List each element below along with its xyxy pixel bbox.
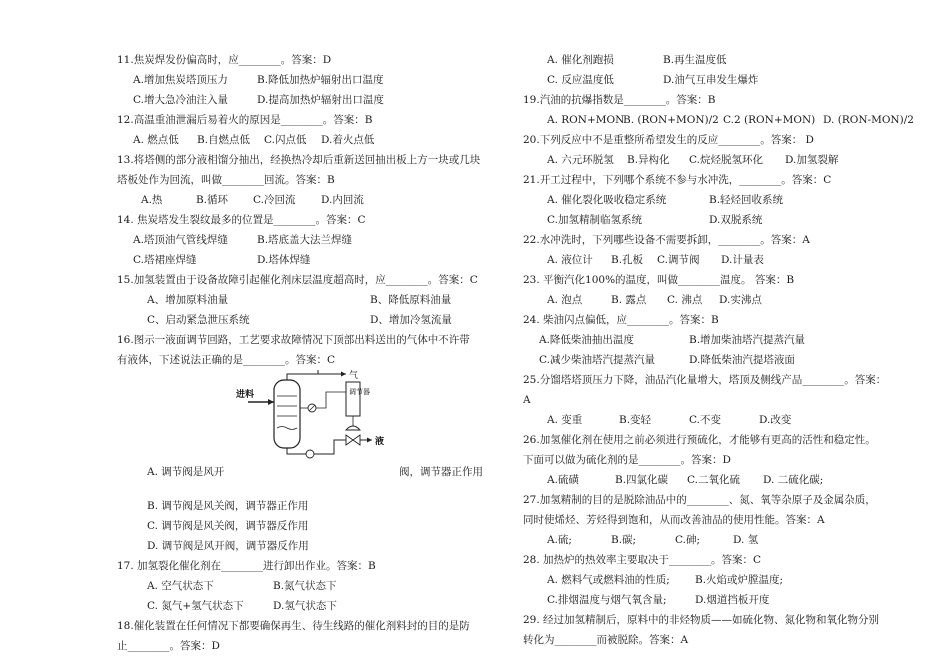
q14-options-row1 — [117, 230, 507, 250]
q21-option-b: B.轻烃回收系统 — [709, 194, 784, 206]
q28-option-d: D.烟道挡板开度 — [695, 594, 770, 606]
q20-option-a: A. 六元环脱氢 — [547, 154, 614, 166]
q22-option-c: C.调节阀 — [657, 254, 700, 266]
q23-options — [523, 290, 923, 310]
q15-option-b: B、降低原料油量 — [370, 294, 452, 306]
q28-options-row1 — [523, 570, 923, 590]
q14-option-d: D.塔体焊缝 — [257, 254, 311, 266]
q16-option-a-left: A. 调节阀是风开 — [147, 466, 225, 478]
q18-option-a: A. 催化剂跑损 — [547, 54, 614, 66]
q21-options-row2 — [523, 210, 923, 230]
q28-option-a: A. 燃料气或燃料油的性质; — [547, 574, 670, 586]
q20-option-b: B.异构化 — [627, 154, 670, 166]
q21-stem: 21.开工过程中，下列哪个系统不参与水冲洗，________。答案：C — [523, 174, 832, 186]
q11-options-row1 — [117, 70, 507, 90]
q24-option-b: B.增加柴油塔汽提蒸汽量 — [689, 334, 806, 346]
q13-option-b: B.循环 — [196, 194, 229, 206]
q19-option-b: B. (RON+MON)/2 — [623, 114, 719, 126]
gas-label: 气 — [349, 371, 359, 381]
q19-option-c: C.2 (RON+MON) — [723, 114, 816, 126]
q16-stem-line2: 有液体，下述说法正确的是________。答案：C — [117, 354, 336, 366]
q27-option-a: A.硫; — [547, 534, 572, 546]
q17-stem: 17. 加氢裂化催化剂在________进行卸出作业。答案：B — [117, 560, 376, 572]
q25-option-b: B.变轻 — [619, 414, 652, 426]
q24-options-row2 — [523, 350, 923, 370]
q21-options-row1 — [523, 190, 923, 210]
q11-stem: 11.焦炭焊发份偏高时，应________。答案：D — [117, 54, 332, 66]
q29-stem-line2: 转化为________而被脱除。答案：A — [523, 634, 689, 646]
column-vessel — [274, 380, 300, 448]
q12-option-d: D.着火点低 — [321, 134, 375, 146]
q15-option-c: C、启动紧急泄压系统 — [147, 314, 250, 326]
q23-option-b: B. 露点 — [611, 294, 647, 306]
level-control-diagram — [234, 370, 404, 460]
q27-stem-line1: 27.加氢精制的目的是脱除油品中的________、氮、氧等杂原子及金属杂质， — [523, 494, 876, 506]
q26-option-c: C.二氧化硫 — [687, 474, 740, 486]
q22-option-d: D.计量表 — [721, 254, 764, 266]
q17-options-row2 — [117, 596, 507, 616]
q25-options — [523, 410, 923, 430]
q26-option-a: A.硫磺 — [547, 474, 579, 486]
q18-option-c: C. 反应温度低 — [547, 74, 614, 86]
q17-options-row1 — [117, 576, 507, 596]
q18-stem-line2: 止________。答案：D — [117, 640, 220, 652]
q21-option-d: D.双脱系统 — [709, 214, 763, 226]
q16-stem-line1: 16.图示一液面调节回路，工艺要求故障情况下顶部出料送出的气体中不许带 — [117, 334, 470, 346]
q13-option-a: A.热 — [141, 194, 163, 206]
q19-option-a: A. RON+MON — [547, 114, 625, 126]
right-column — [523, 50, 923, 650]
q26-stem-line1: 26.加氢催化剂在使用之前必须进行预硫化，才能够有更高的活性和稳定性。 — [523, 434, 876, 446]
q29-stem-line1: 29. 经过加氢精制后，原料中的非烃物质——如硫化物、氮化物和氧化物分别 — [523, 614, 880, 626]
q18-stem-line1: 18.催化装置在任何情况下都要确保再生、待生线路的催化剂料封的目的是防 — [117, 620, 470, 632]
q24-option-a: A.降低柴油抽出温度 — [539, 334, 634, 346]
q14-option-a: A.塔顶油气管线焊缝 — [133, 234, 228, 246]
q26-stem-line2: 下面可以做为硫化剂的是________。答案：D — [523, 454, 731, 466]
q20-stem: 20.下列反应中不是重整所希望发生的反应________。答案： D — [523, 134, 814, 146]
q20-options — [523, 150, 923, 170]
q25-stem-line2: A — [523, 394, 531, 406]
q13-option-d: D.内回流 — [321, 194, 364, 206]
q23-stem: 23. 平衡汽化100%的温度，叫做________温度。 答案：B — [523, 274, 795, 286]
q27-stem-line2: 同时使烯烃、芳烃得到饱和，从而改善油品的使用性能。答案：A — [523, 514, 825, 526]
q22-stem: 22.水冲洗时，下列哪些设备不需要拆卸，________。答案：A — [523, 234, 810, 246]
q17-option-a: A. 空气状态下 — [147, 580, 214, 592]
q21-option-a: A. 催化裂化吸收稳定系统 — [547, 194, 667, 206]
q16-option-a-right: 阀，调节器正作用 — [399, 466, 483, 478]
q16-option-d: D. 调节阀是风开阀，调节器反作用 — [147, 540, 309, 552]
q12-option-b: B.自燃点低 — [197, 134, 251, 146]
q16-figure — [117, 370, 507, 462]
q23-option-a: A. 泡点 — [547, 294, 583, 306]
q23-option-d: D.实沸点 — [719, 294, 762, 306]
q16-option-c: C. 调节阀是风关阀，调节器反作用 — [147, 520, 309, 532]
q28-option-c: C.排烟温度与烟气氧含量; — [547, 594, 667, 606]
q15-option-d: D、增加冷氢流量 — [370, 314, 452, 326]
q12-option-a: A. 燃点低 — [133, 134, 179, 146]
left-column — [117, 50, 507, 656]
q18-option-d: D.油气互串发生爆炸 — [663, 74, 759, 86]
q14-option-c: C.塔裙座焊缝 — [133, 254, 197, 266]
q27-options — [523, 530, 923, 550]
q17-option-c: C. 氮气+氢气状态下 — [147, 600, 244, 612]
q12-stem: 12.高温重油泄漏后易着火的原因是________。答案：B — [117, 114, 373, 126]
q22-option-b: B.孔板 — [611, 254, 644, 266]
q13-stem-line2: 塔板处作为回流，叫做________回流。答案：B — [117, 174, 335, 186]
q11-option-b: B.降低加热炉辐射出口温度 — [257, 74, 384, 86]
q17-option-d: D.氢气状态下 — [273, 600, 337, 612]
q15-options-row1 — [117, 290, 507, 310]
q25-option-c: C.不变 — [689, 414, 721, 426]
q24-option-d: D.降低柴油汽提塔液面 — [689, 354, 795, 366]
q25-option-d: D.改变 — [759, 414, 792, 426]
control-valve-icon — [346, 435, 353, 445]
q19-stem: 19.汽油的抗爆指数是________。答案：B — [523, 94, 716, 106]
q12-options — [117, 130, 507, 150]
q14-option-b: B.塔底盖大法兰焊缝 — [257, 234, 353, 246]
q13-options — [117, 190, 507, 210]
q12-option-c: C.闪点低 — [264, 134, 307, 146]
q24-stem: 24. 柴油闪点偏低，应________。答案：B — [523, 314, 719, 326]
q14-stem: 14. 焦炭塔发生裂纹最多的位置是________。答案：C — [117, 214, 366, 226]
q23-option-c: C. 沸点 — [667, 294, 703, 306]
q15-options-row2 — [117, 310, 507, 330]
q11-option-a: A.增加焦炭塔顶压力 — [133, 74, 228, 86]
q25-stem-line1: 25.分馏塔塔顶压力下降，油品汽化量增大，塔顶及侧线产品________。答案： — [523, 374, 887, 386]
liquid-label: 液 — [375, 437, 385, 447]
q24-option-c: C.减少柴油塔汽提蒸汽量 — [539, 354, 655, 366]
q22-option-a: A. 液位计 — [547, 254, 593, 266]
q15-stem: 15.加氢装置由于设备故障引起催化剂床层温度超高时，应________。答案：C — [117, 274, 478, 286]
q20-option-d: D.加氢裂解 — [785, 154, 839, 166]
q28-options-row2 — [523, 590, 923, 610]
q18-options-row1 — [523, 50, 923, 70]
q11-option-c: C.增大急冷油注入量 — [133, 94, 228, 106]
spacer — [117, 482, 507, 496]
q16-option-b: B. 调节阀是风关阀，调节器正作用 — [147, 500, 309, 512]
q21-option-c: C.加氢精制临氢系统 — [547, 214, 642, 226]
q19-option-d: D. (RON-MON)/2 — [823, 114, 914, 126]
q11-option-d: D.提高加热炉辐射出口温度 — [257, 94, 384, 106]
q19-options — [523, 110, 923, 130]
q27-option-d: D. 氢 — [733, 534, 759, 546]
q17-option-b: B.氮气状态下 — [273, 580, 337, 592]
q14-options-row2 — [117, 250, 507, 270]
q13-option-c: C.冷回流 — [253, 194, 296, 206]
q11-options-row2 — [117, 90, 507, 110]
q18-options-row2 — [523, 70, 923, 90]
q16-option-a-row — [117, 462, 507, 482]
q28-option-b: B.火焰或炉膛温度; — [695, 574, 784, 586]
controller-label: 调节器 — [349, 388, 370, 396]
q15-option-a: A、增加原料油量 — [147, 294, 229, 306]
q26-option-b: B.四氯化碳 — [615, 474, 669, 486]
q28-stem: 28. 加热炉的热效率主要取决于________。答案：C — [523, 554, 762, 566]
q26-option-d: D. 二硫化碳; — [763, 474, 824, 486]
q18-option-b: B.再生温度低 — [663, 54, 727, 66]
q13-stem-line1: 13.将塔侧的部分液相馏分抽出，经换热冷却后重新送回抽出板上方一块或几块 — [117, 154, 481, 166]
q27-option-c: C.砷; — [675, 534, 701, 546]
q20-option-c: C.烷烃脱氢环化 — [689, 154, 763, 166]
pump-icon — [306, 450, 314, 458]
q26-options — [523, 470, 923, 490]
q25-option-a: A. 变重 — [547, 414, 583, 426]
q22-options — [523, 250, 923, 270]
feed-label: 进料 — [236, 390, 255, 400]
q27-option-b: B.碳; — [611, 534, 637, 546]
q24-options-row1 — [523, 330, 923, 350]
